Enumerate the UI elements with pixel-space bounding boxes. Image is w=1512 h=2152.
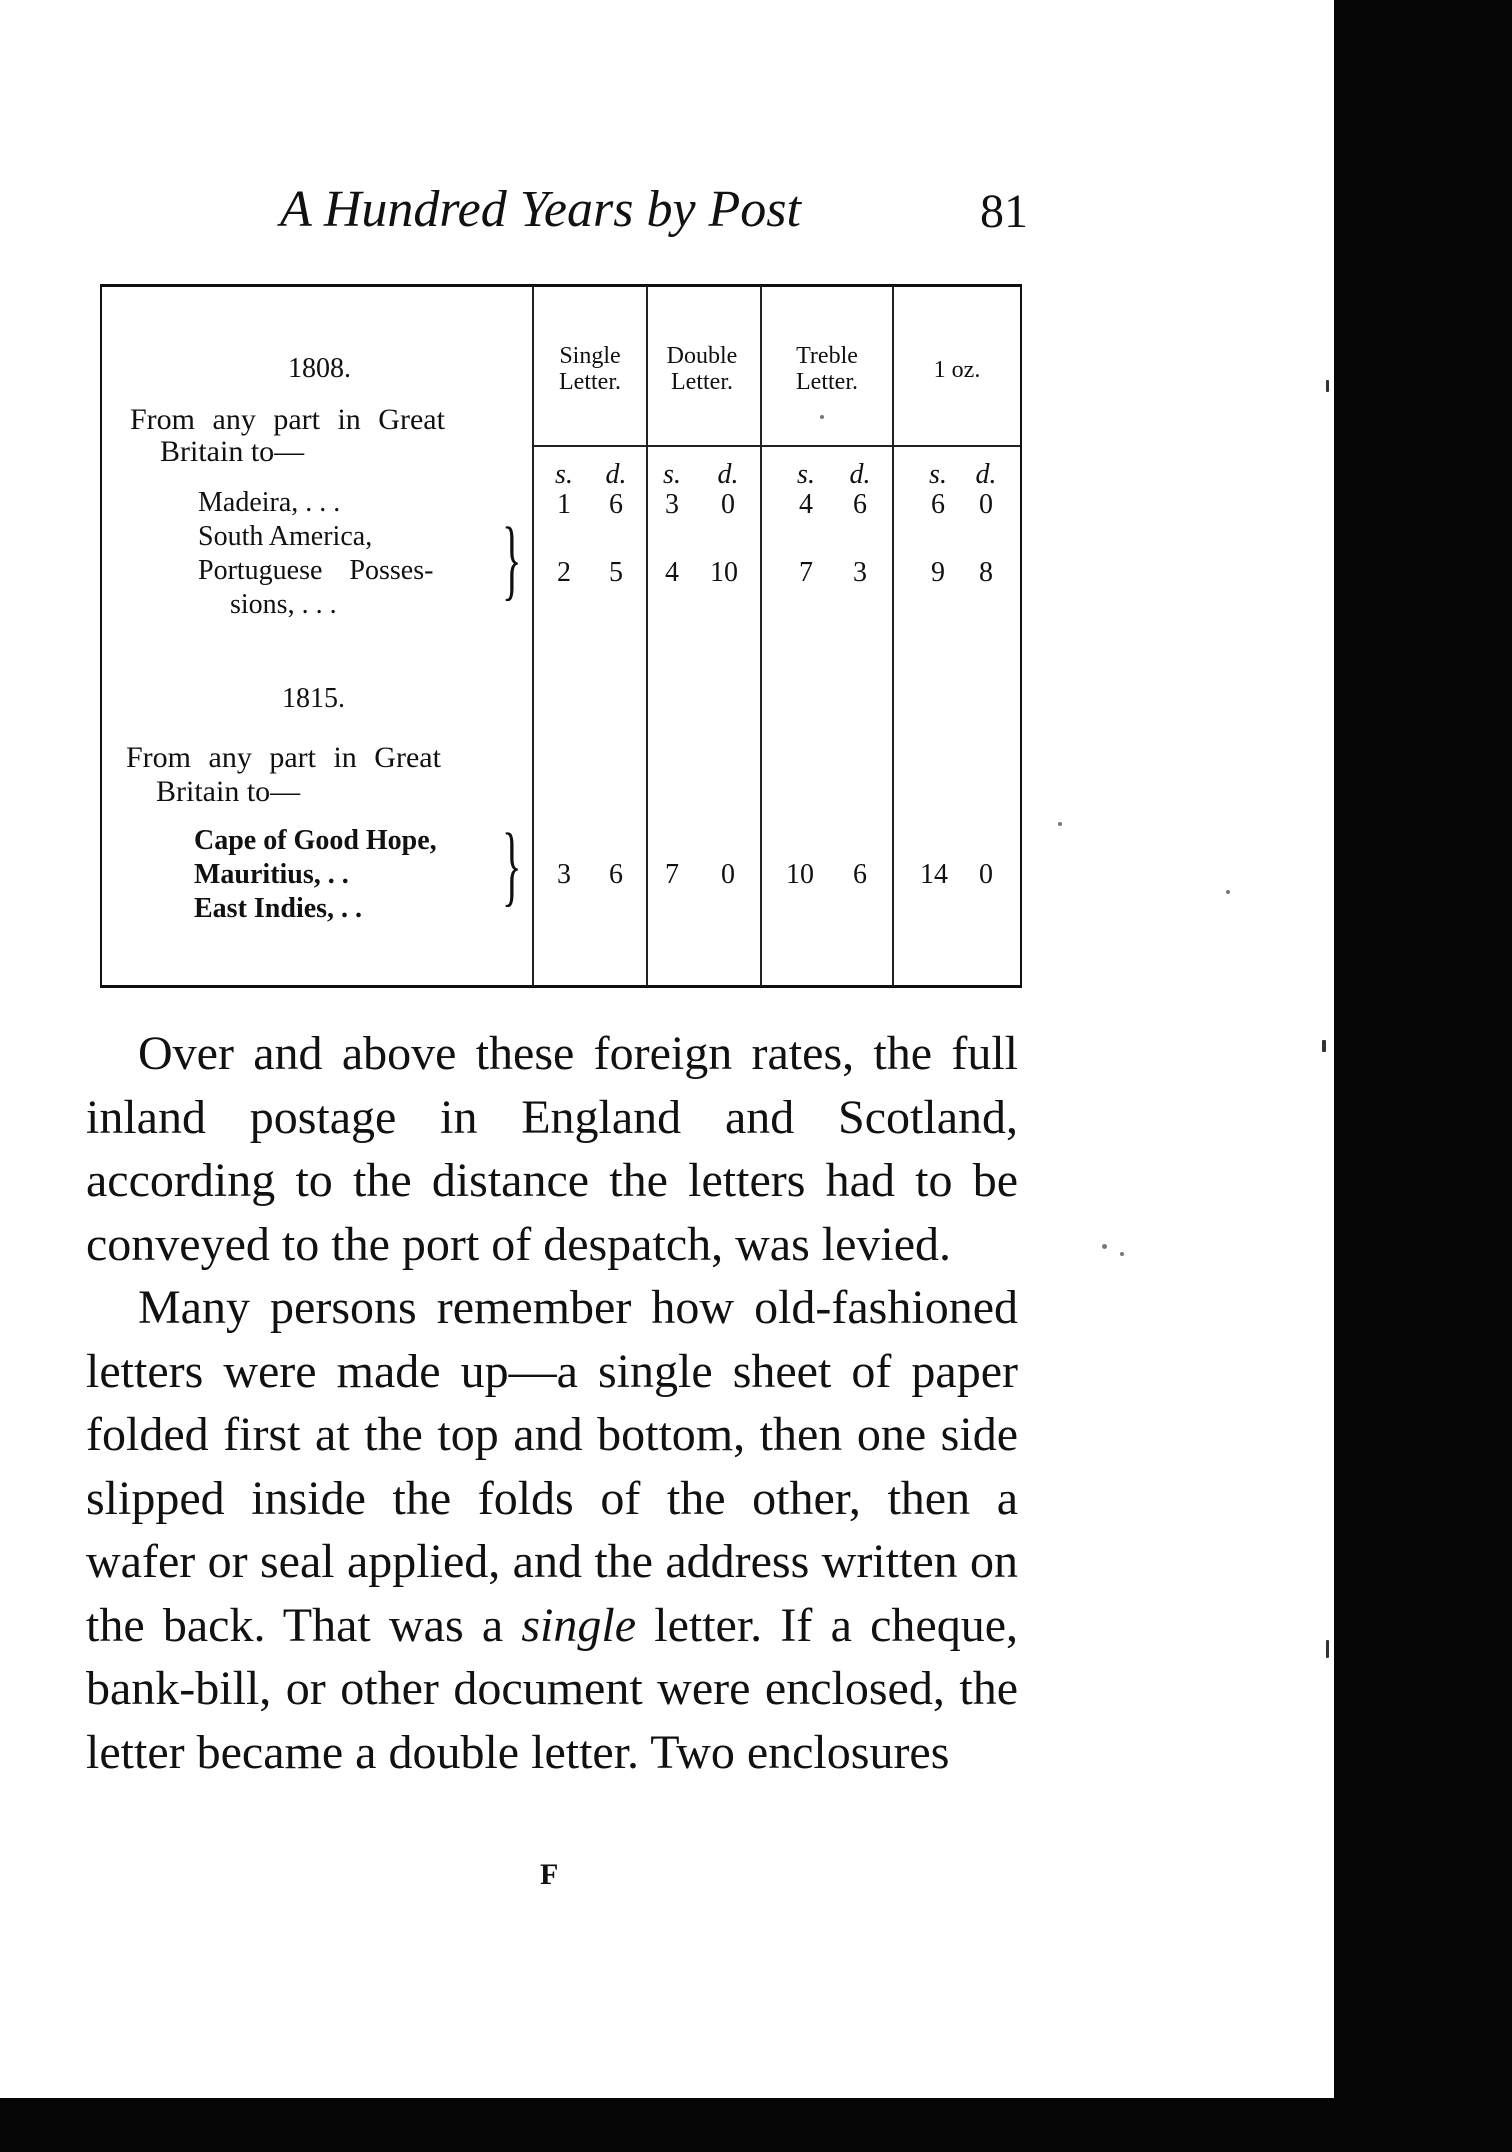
column-divider [532,287,534,985]
row-label: sions, . . . [230,589,337,620]
value-cell: 10 [786,859,814,890]
row-label: Cape of Good Hope, [194,825,437,856]
value-cell: 0 [721,859,735,890]
row-label: South America, [198,521,373,552]
value-cell: 7 [665,859,679,890]
scan-speck [820,415,824,419]
unit-shillings: s. [929,459,947,490]
emphasis-text: single [521,1598,637,1652]
section-heading: Britain to— [156,775,301,808]
value-cell: 0 [721,489,735,520]
value-cell: 1 [557,489,571,520]
scan-speck [1102,1244,1107,1249]
unit-pence: d. [717,459,739,490]
year-1815: 1815. [282,683,345,714]
paragraph-text: Many persons remember how old-fashioned letters were made up—a single sheet of paper folded first at the top and bottom, then one side slipped inside the folds of the other, then a wafer or seal applied, and the address written on the back. That was a [86,1281,1018,1652]
value-cell: 2 [557,557,571,588]
paragraph [86,1276,1018,1784]
row-label: East Indies, . . [194,893,363,924]
col-header-treble: Treble Letter. [796,343,858,395]
unit-pence: d. [975,459,997,490]
page-number: 81 [980,185,1028,238]
unit-shillings: s. [663,459,681,490]
value-cell: 6 [931,489,945,520]
value-cell: 3 [853,557,867,588]
header-rule [532,445,1020,447]
running-title: A Hundred Years by Post [280,181,801,238]
brace-glyph: } [502,510,522,609]
paragraph: Over and above these foreign rates, the full inland postage in England and Scotland, according to the distance the letters had to be conveyed to the port of despatch, was levied. [86,1027,1018,1271]
value-cell: 14 [920,859,948,890]
postage-rate-table [100,284,1022,988]
value-cell: 9 [931,557,945,588]
scan-edge-right [1334,0,1512,2152]
brace-glyph: } [502,816,522,915]
value-cell: 4 [665,557,679,588]
unit-shillings: s. [797,459,815,490]
value-cell: 7 [799,557,813,588]
value-cell: 5 [609,557,623,588]
row-label: Portuguese Posses- [198,555,434,586]
value-cell: 3 [557,859,571,890]
unit-pence: d. [849,459,871,490]
unit-shillings: s. [555,459,573,490]
value-cell: 3 [665,489,679,520]
body-text [86,1022,1018,1784]
paragraph-text: letter. If a cheque, bank-bill, or other document were enclosed, the letter became a double letter. Two enclosures [86,1598,1019,1779]
value-cell: 0 [979,859,993,890]
column-divider [646,287,648,985]
scan-speck [1058,822,1062,826]
row-label-madeira: Madeira, . . . [198,487,341,518]
scan-speck [1322,1040,1326,1052]
value-cell: 10 [710,557,738,588]
value-cell: 0 [979,489,993,520]
section-heading: Britain to— [160,435,305,468]
value-cell: 8 [979,557,993,588]
scan-speck [1120,1252,1124,1256]
year-1808: 1808. [288,353,351,384]
col-header-double: Double Letter. [666,343,738,395]
section-heading: From any part in Great [126,741,441,774]
column-divider [892,287,894,985]
value-cell: 6 [609,489,623,520]
scan-speck [1326,1640,1329,1658]
value-cell: 6 [853,489,867,520]
value-cell: 6 [853,859,867,890]
signature-mark: F [540,1858,559,1891]
section-heading: From any part in Great [130,403,445,436]
scan-speck [1326,380,1329,392]
column-divider [760,287,762,985]
value-cell: 6 [609,859,623,890]
col-header-single: Single Letter. [559,343,621,395]
scan-speck [1226,890,1230,894]
row-label: Mauritius, . . [194,859,349,890]
scan-edge-bottom [0,2098,1512,2152]
value-cell: 4 [799,489,813,520]
unit-pence: d. [605,459,627,490]
col-header-1oz: 1 oz. [933,357,981,383]
